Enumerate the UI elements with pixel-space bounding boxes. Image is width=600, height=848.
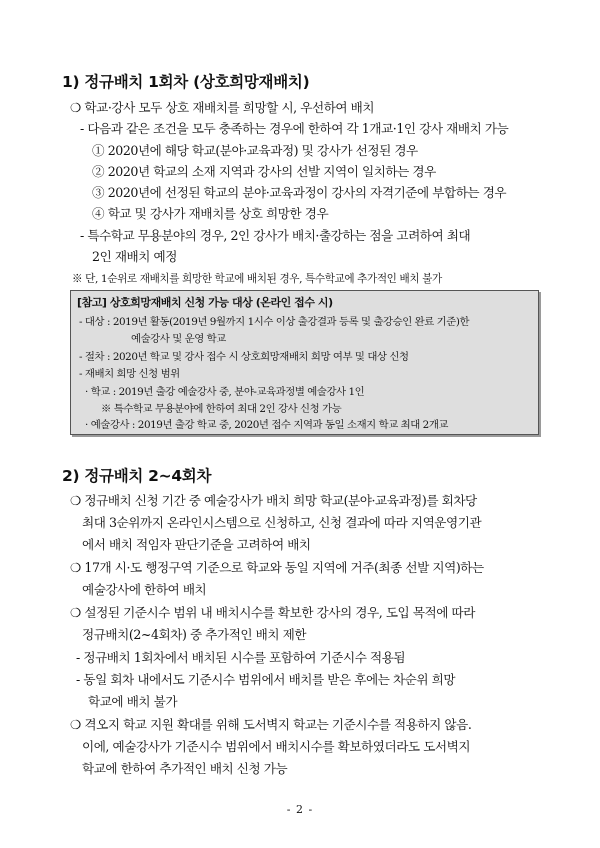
reference-line: - 재배치 희망 신청 범위 [79,368,180,380]
section2-line: ❍ 설정된 기준시수 범위 내 배치시수를 확보한 강사의 경우, 도입 목적에 따라 [70,605,475,620]
section1-dash-special-school-cont: 2인 재배치 예정 [92,249,177,264]
reference-line: 예술강사 및 운영 학교 [131,333,226,345]
section2-line: - 동일 회차 내에서도 기준시수 범위에서 배치를 받은 후에는 차순위 희망 [76,672,456,687]
section2-line: 학교에 한하여 추가적인 배치 신청 가능 [82,761,288,776]
section2-line: ❍ 정규배치 신청 기간 중 예술강사가 배치 희망 학교(분야·교육과정)를 회차당 [70,493,477,508]
section2-line: 정규배치(2~4회차) 중 추가적인 배치 제한 [82,627,307,642]
page-number: - 2 - [286,803,314,816]
section2-line: - 정규배치 1회차에서 배치된 시수를 포함하여 기준시수 적용됨 [76,650,406,665]
reference-line: - 절차 : 2020년 학교 및 강사 접수 시 상호희망재배치 희망 여부 및 대상 신청 [79,351,409,363]
section2-line: 이에, 예술강사가 기준시수 범위에서 배치시수를 확보하였더라도 도서벽지 [82,739,471,754]
section2-line: ❍ 격오지 학교 지원 확대를 위해 도서벽지 학교는 기준시수를 적용하지 않음. [70,717,472,732]
condition-4: ④ 학교 및 강사가 재배치를 상호 희망한 경우 [92,206,329,221]
section1-dash-conditions: - 다음과 같은 조건을 모두 충족하는 경우에 한하여 각 1개교·1인 강사 재배치 가능 [80,121,509,136]
section2-line: 예술강사에 한하여 배치 [82,582,207,597]
section2-line: ❍ 17개 시·도 행정구역 기준으로 학교와 동일 지역에 거주(최종 선발 지역)하는 [70,560,484,575]
section2-line: 에서 배치 적임자 판단기준을 고려하여 배치 [82,537,311,552]
section1-dash-special-school: - 특수학교 무용분야의 경우, 2인 강사가 배치·출강하는 점을 고려하여 최대 [80,228,471,243]
reference-line: ※ 특수학교 무용분야에 한하여 최대 2인 강사 신청 가능 [101,403,342,415]
condition-3: ③ 2020년에 선정된 학교의 분야·교육과정이 강사의 자격기준에 부합하는 경우 [92,185,507,200]
section1-heading: 1) 정규배치 1회차 (상호희망재배치) [62,73,310,91]
condition-2: ② 2020년 학교의 소재 지역과 강사의 선발 지역이 일치하는 경우 [92,164,436,179]
reference-line: - 대상 : 2019년 활동(2019년 9월까지 1시수 이상 출강결과 등록 및 출강승인 완료 기준)한 [79,316,470,328]
section1-note: ※ 단, 1순위로 재배치를 희망한 학교에 배치된 경우, 특수학교에 추가적인 배치 불가 [72,273,442,285]
section1-bullet: ❍ 학교·강사 모두 상호 재배치를 희망할 시, 우선하여 배치 [70,100,375,115]
condition-1: ① 2020년에 해당 학교(분야·교육과정) 및 강사가 선정된 경우 [92,143,418,158]
reference-box-title: [참고] 상호희망재배치 신청 가능 대상 (온라인 접수 시) [77,296,333,309]
reference-line: · 예술강사 : 2019년 출강 학교 중, 2020년 접수 지역과 동일 소재지 학교 최대 2개교 [85,419,449,431]
reference-line: · 학교 : 2019년 출강 예술강사 중, 분야-교육과정별 예술강사 1인 [85,386,365,398]
reference-box [70,290,539,435]
section2-heading: 2) 정규배치 2~4회차 [62,467,212,485]
section2-line: 학교에 배치 불가 [88,694,178,709]
section2-line: 최대 3순위까지 온라인시스템으로 신청하고, 신청 결과에 따라 지역운영기관 [82,515,482,530]
